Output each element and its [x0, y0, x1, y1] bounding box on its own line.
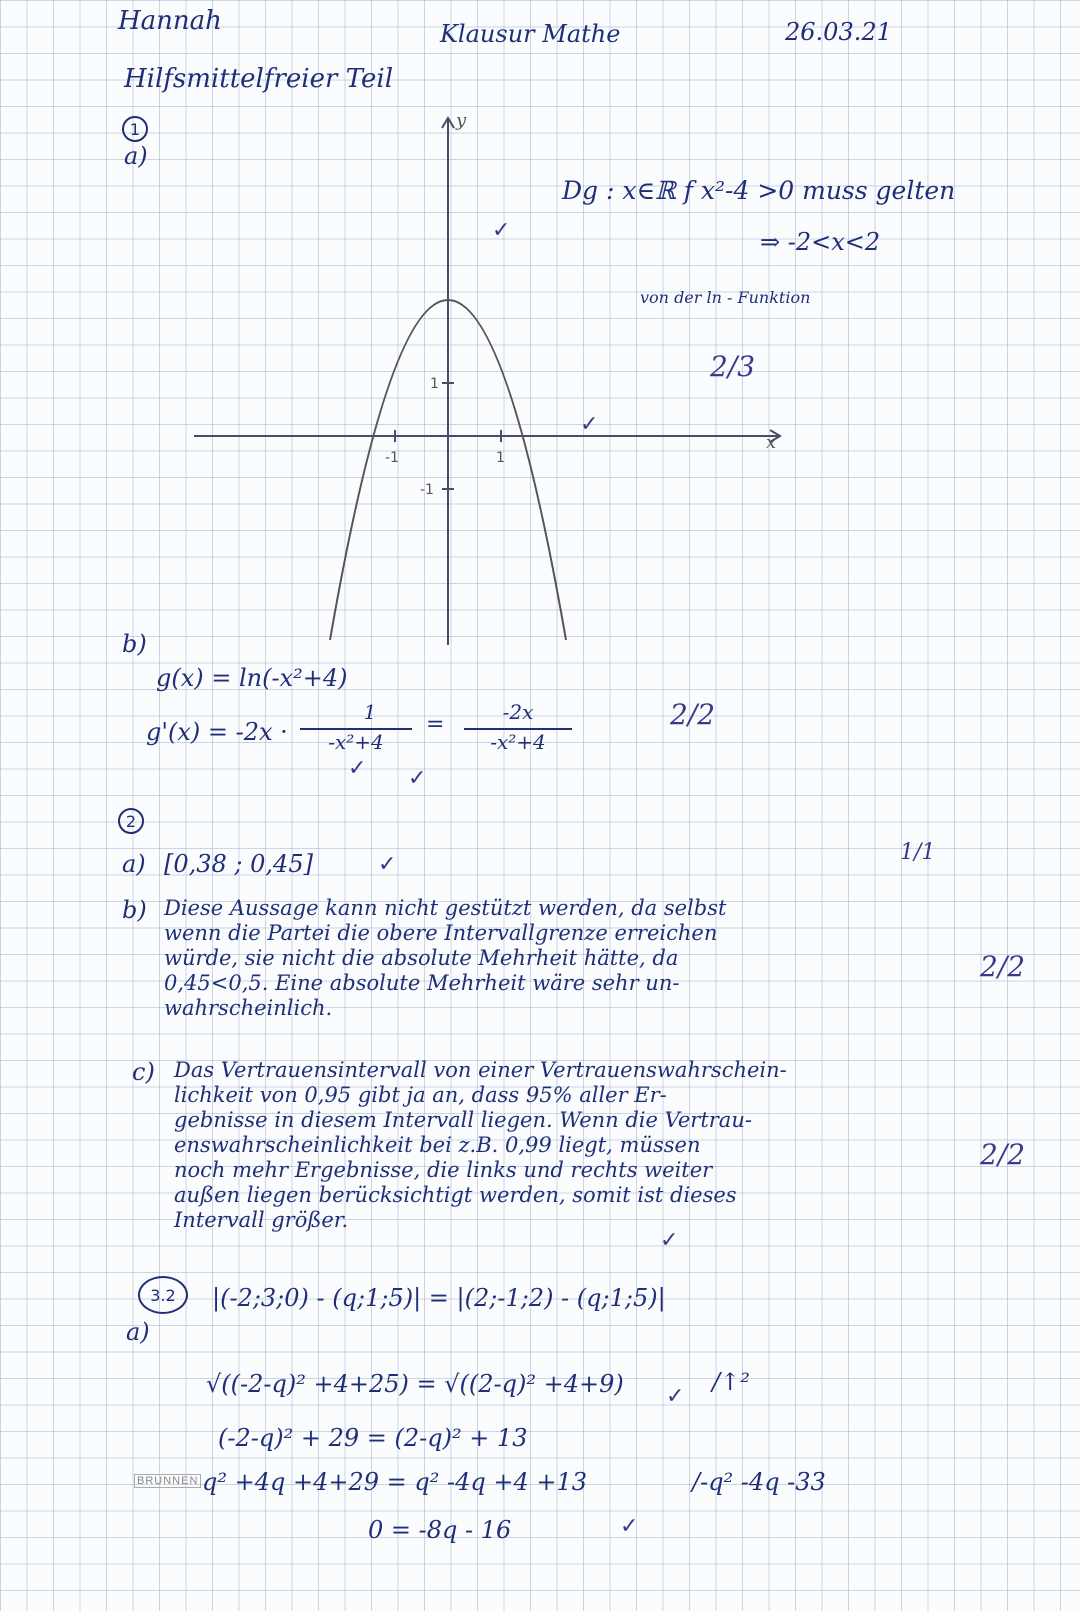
task1-part-a-label: a) [124, 142, 148, 170]
task-number-3-2: 3.2 [138, 1276, 188, 1314]
task2-b-line: würde, sie nicht die absolute Mehrheit hätte, da [164, 946, 679, 970]
equation-line-3: q² +4q +4+29 = q² -4q +4 +13 [202, 1468, 588, 1496]
task2-b-label: b) [122, 896, 147, 924]
y-axis-label: y [456, 110, 467, 131]
exam-date: 26.03.21 [785, 18, 892, 46]
fraction2-denominator: -x²+4 [490, 730, 546, 754]
task2-c-line: noch mehr Ergebnisse, die links und rechts weiter [174, 1158, 713, 1182]
score-task2a: 1/1 [900, 840, 936, 865]
tick-label-yneg1: -1 [420, 482, 434, 498]
task2-b-line: Diese Aussage kann nicht gestützt werden, da selbst [164, 896, 727, 920]
equation-line-3-note: /-q² -4q -33 [692, 1468, 826, 1496]
domain-result: ⇒ -2<x<2 [760, 228, 881, 256]
tick-label-y1: 1 [430, 376, 439, 392]
equals-sign: = [426, 712, 445, 737]
score-task2b: 2/2 [980, 950, 1026, 983]
task2-a-answer: [0,38 ; 0,45] [164, 850, 313, 878]
task2-c-line: Das Vertrauensintervall von einer Vertrauenswahrschein- [174, 1058, 787, 1082]
tick-label-neg1: -1 [385, 450, 399, 466]
fraction1-numerator: 1 [363, 700, 377, 724]
task2-c-line: lichkeit von 0,95 gibt ja an, dass 95% aller Er- [174, 1083, 667, 1107]
fraction2-numerator: -2x [502, 700, 534, 724]
check-mark-icon: ✓ [660, 1228, 679, 1253]
brunnen-stamp: BRUNNEN [134, 1474, 201, 1488]
exam-title: Klausur Mathe [440, 20, 621, 48]
student-name: Hannah [118, 6, 222, 36]
task-number-2: 2 [118, 808, 144, 834]
fraction1-denominator: -x²+4 [328, 730, 384, 754]
check-mark-icon: ✓ [620, 1514, 639, 1539]
check-mark-icon: ✓ [492, 218, 511, 243]
tick-label-pos1: 1 [496, 450, 505, 466]
task-number-1: 1 [122, 116, 148, 142]
task1-part-b-label: b) [122, 630, 147, 658]
equation-line-1-note: /↑² [712, 1368, 750, 1396]
derivative-lhs: g'(x) = -2x · [146, 718, 288, 746]
task2-c-paragraph [174, 1058, 787, 1233]
x-axis-label: x [766, 432, 777, 453]
task2-b-line: wenn die Partei die obere Intervallgrenze erreichen [164, 921, 718, 945]
score-task2c: 2/2 [980, 1138, 1026, 1171]
function-g-definition: g(x) = ln(-x²+4) [156, 664, 348, 692]
equation-line-2: (-2-q)² + 29 = (2-q)² + 13 [218, 1424, 528, 1452]
check-mark-icon: ✓ [378, 852, 397, 877]
task2-b-line: 0,45<0,5. Eine absolute Mehrheit wäre sehr un- [164, 971, 680, 995]
score-task1b: 2/2 [670, 698, 716, 731]
vector-equation: |(-2;3;0) - (q;1;5)| = |(2;-1;2) - (q;1;5)| [212, 1284, 666, 1312]
task2-c-line: enswahrscheinlichkeit bei z.B. 0,99 liegt, müssen [174, 1133, 701, 1157]
equation-line-1: √((-2-q)² +4+25) = √((2-q)² +4+9) [206, 1370, 624, 1398]
task2-b-line: wahrscheinlich. [164, 996, 333, 1020]
domain-note: von der ln - Funktion [640, 288, 811, 307]
equation-line-4: 0 = -8q - 16 [368, 1516, 512, 1544]
check-mark-icon: ✓ [348, 756, 367, 781]
task2-c-line: gebnisse in diesem Intervall liegen. Wenn die Vertrau- [174, 1108, 752, 1132]
check-mark-icon: ✓ [580, 412, 599, 437]
score-task1a: 2/3 [710, 350, 756, 383]
check-mark-icon: ✓ [666, 1384, 685, 1409]
task2-c-line: Intervall größer. [174, 1208, 349, 1232]
task2-c-line: außen liegen berücksichtigt werden, somit ist dieses [174, 1183, 737, 1207]
check-mark-icon: ✓ [408, 766, 427, 791]
task3-part-a-label: a) [126, 1318, 150, 1346]
domain-definition: Dg : x∈ℝ f x²-4 >0 muss gelten [562, 176, 956, 205]
section-title: Hilfsmittelfreier Teil [124, 64, 394, 94]
task2-b-paragraph [164, 896, 726, 1021]
task2-c-label: c) [132, 1058, 155, 1086]
task2-a-label: a) [122, 850, 146, 878]
